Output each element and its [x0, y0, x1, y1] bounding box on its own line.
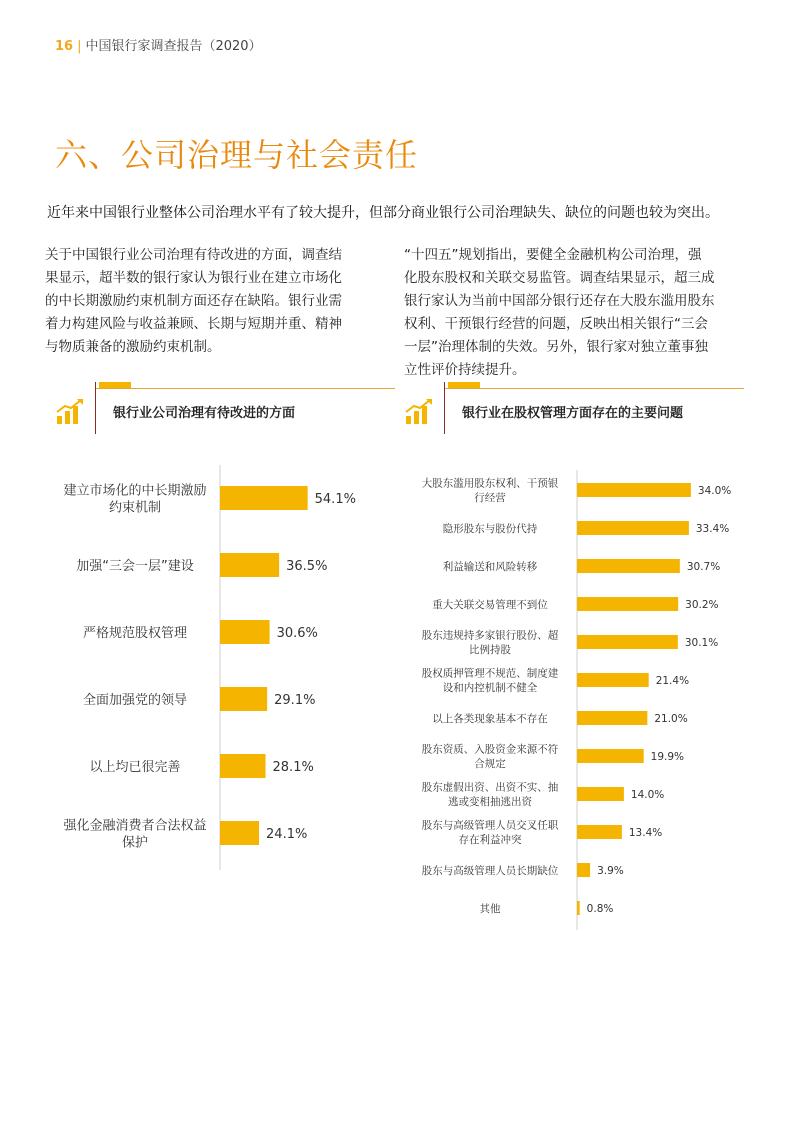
category-label: 其他	[479, 902, 501, 915]
value-label: 33.4%	[695, 522, 730, 535]
chart1-header	[55, 382, 395, 434]
value-label: 0.8%	[586, 902, 614, 915]
category-label: 隐形股东与股份代持	[442, 522, 538, 535]
paragraph-line: 立性评价持续提升。	[404, 362, 526, 378]
category-label: 全面加强党的领导	[82, 692, 188, 708]
chart2-header	[404, 382, 744, 434]
bar	[577, 901, 580, 915]
value-label: 30.2%	[685, 598, 719, 611]
category-label: 严格规范股权管理	[82, 625, 188, 641]
value-label: 21.4%	[655, 674, 690, 687]
chart2-bars	[400, 470, 793, 930]
value-label: 3.9%	[597, 864, 624, 877]
paragraph-line: 化股东股权和关联交易监管。调查结果显示，超三成	[404, 270, 715, 286]
category-label: 行经营	[474, 492, 506, 505]
category-label: 合规定	[474, 758, 506, 771]
value-label: 36.5%	[286, 558, 328, 574]
bar	[577, 787, 624, 801]
bar	[577, 521, 689, 535]
bar	[220, 754, 266, 778]
bar	[577, 673, 649, 687]
value-label: 54.1%	[314, 491, 356, 507]
bar	[577, 711, 647, 725]
category-label: 建立市场化的中长期激励	[63, 483, 207, 499]
category-label: 利益输送和风险转移	[442, 560, 538, 573]
growth-chart-icon	[55, 398, 85, 426]
paragraph-line: 关于中国银行业公司治理有待改进的方面，调查结	[45, 247, 342, 263]
value-label: 19.9%	[650, 750, 685, 763]
value-label: 28.1%	[272, 759, 314, 775]
left-paragraph	[45, 244, 380, 359]
category-label: 比例持股	[469, 644, 511, 657]
paragraph-line: 与物质兼备的激励约束机制。	[45, 339, 221, 355]
paragraph-line: 的中长期激励约束机制方面还存在缺陷。银行业需	[45, 293, 342, 309]
paragraph-line: “十四五”规划指出，要健全金融机构公司治理，强	[404, 247, 702, 263]
category-label: 股权质押管理不规范、制度建	[421, 667, 559, 680]
value-label: 30.6%	[276, 625, 318, 641]
bar	[220, 553, 279, 577]
bar	[577, 559, 680, 573]
bar	[220, 687, 267, 711]
lead-sentence: 近年来中国银行业整体公司治理水平有了较大提升，但部分商业银行公司治理缺失、缺位的问题也较为突出。	[47, 205, 719, 221]
bar	[577, 483, 691, 497]
section-title: 六、公司治理与社会责任	[55, 136, 419, 174]
category-label: 以上均已很完善	[89, 759, 181, 775]
bar	[577, 825, 622, 839]
header-rule	[444, 388, 744, 389]
category-label: 逃或变相抽逃出资	[448, 796, 532, 809]
value-label: 13.4%	[628, 826, 663, 839]
category-label: 强化金融消费者合法权益	[63, 818, 207, 834]
value-label: 21.0%	[654, 712, 688, 725]
bar	[577, 597, 678, 611]
category-label: 股东与高级管理人员交叉任职	[421, 819, 559, 832]
bar	[220, 821, 259, 845]
value-label: 14.0%	[630, 788, 665, 801]
growth-chart-icon	[404, 398, 434, 426]
value-label: 30.7%	[686, 560, 721, 573]
bar	[577, 635, 678, 649]
header-separator: |	[77, 39, 82, 54]
category-label: 存在利益冲突	[458, 834, 522, 847]
category-label: 加强“三会一层”建设	[76, 558, 194, 574]
category-label: 股东与高级管理人员长期缺位	[421, 864, 559, 877]
category-label: 重大关联交易管理不到位	[432, 598, 548, 611]
bar	[220, 620, 270, 644]
value-label: 30.1%	[684, 636, 719, 649]
bar	[577, 863, 590, 877]
bar	[220, 486, 308, 510]
page-number: 16	[55, 39, 74, 54]
header-divider	[444, 382, 445, 434]
value-label: 24.1%	[266, 826, 308, 842]
right-paragraph	[404, 244, 749, 382]
category-label: 以上各类现象基本不存在	[432, 712, 548, 725]
header-rule	[95, 388, 395, 389]
category-label: 股东违规持多家银行股份、超	[421, 629, 559, 642]
bar	[577, 749, 644, 763]
category-label: 约束机制	[108, 500, 162, 516]
category-label: 大股东滥用股东权利、干预银	[421, 477, 559, 490]
category-label: 保护	[121, 835, 149, 851]
paragraph-line: 一层”治理体制的失效。另外，银行家对独立董事独	[404, 339, 708, 355]
report-title: 中国银行家调查报告（2020）	[85, 39, 262, 54]
value-label: 29.1%	[274, 692, 316, 708]
chart2-title: 银行业在股权管理方面存在的主要问题	[462, 406, 684, 421]
paragraph-line: 权利、干预银行经营的问题，反映出相关银行“三会	[404, 316, 708, 332]
category-label: 设和内控机制不健全	[442, 682, 538, 695]
paragraph-line: 银行家认为当前中国部分银行还存在大股东滥用股东	[404, 293, 715, 309]
paragraph-line: 果显示，超半数的银行家认为银行业在建立市场化	[45, 270, 342, 286]
header-divider	[95, 382, 96, 434]
page-header	[55, 35, 262, 54]
chart1-bars	[0, 460, 400, 880]
paragraph-line: 着力构建风险与收益兼顾、长期与短期并重、精神	[45, 316, 342, 332]
category-label: 股东资质、入股资金来源不符	[421, 743, 559, 756]
value-label: 34.0%	[697, 484, 732, 497]
chart1-title: 银行业公司治理有待改进的方面	[113, 406, 296, 421]
category-label: 股东虚假出资、出资不实、抽	[421, 781, 559, 794]
